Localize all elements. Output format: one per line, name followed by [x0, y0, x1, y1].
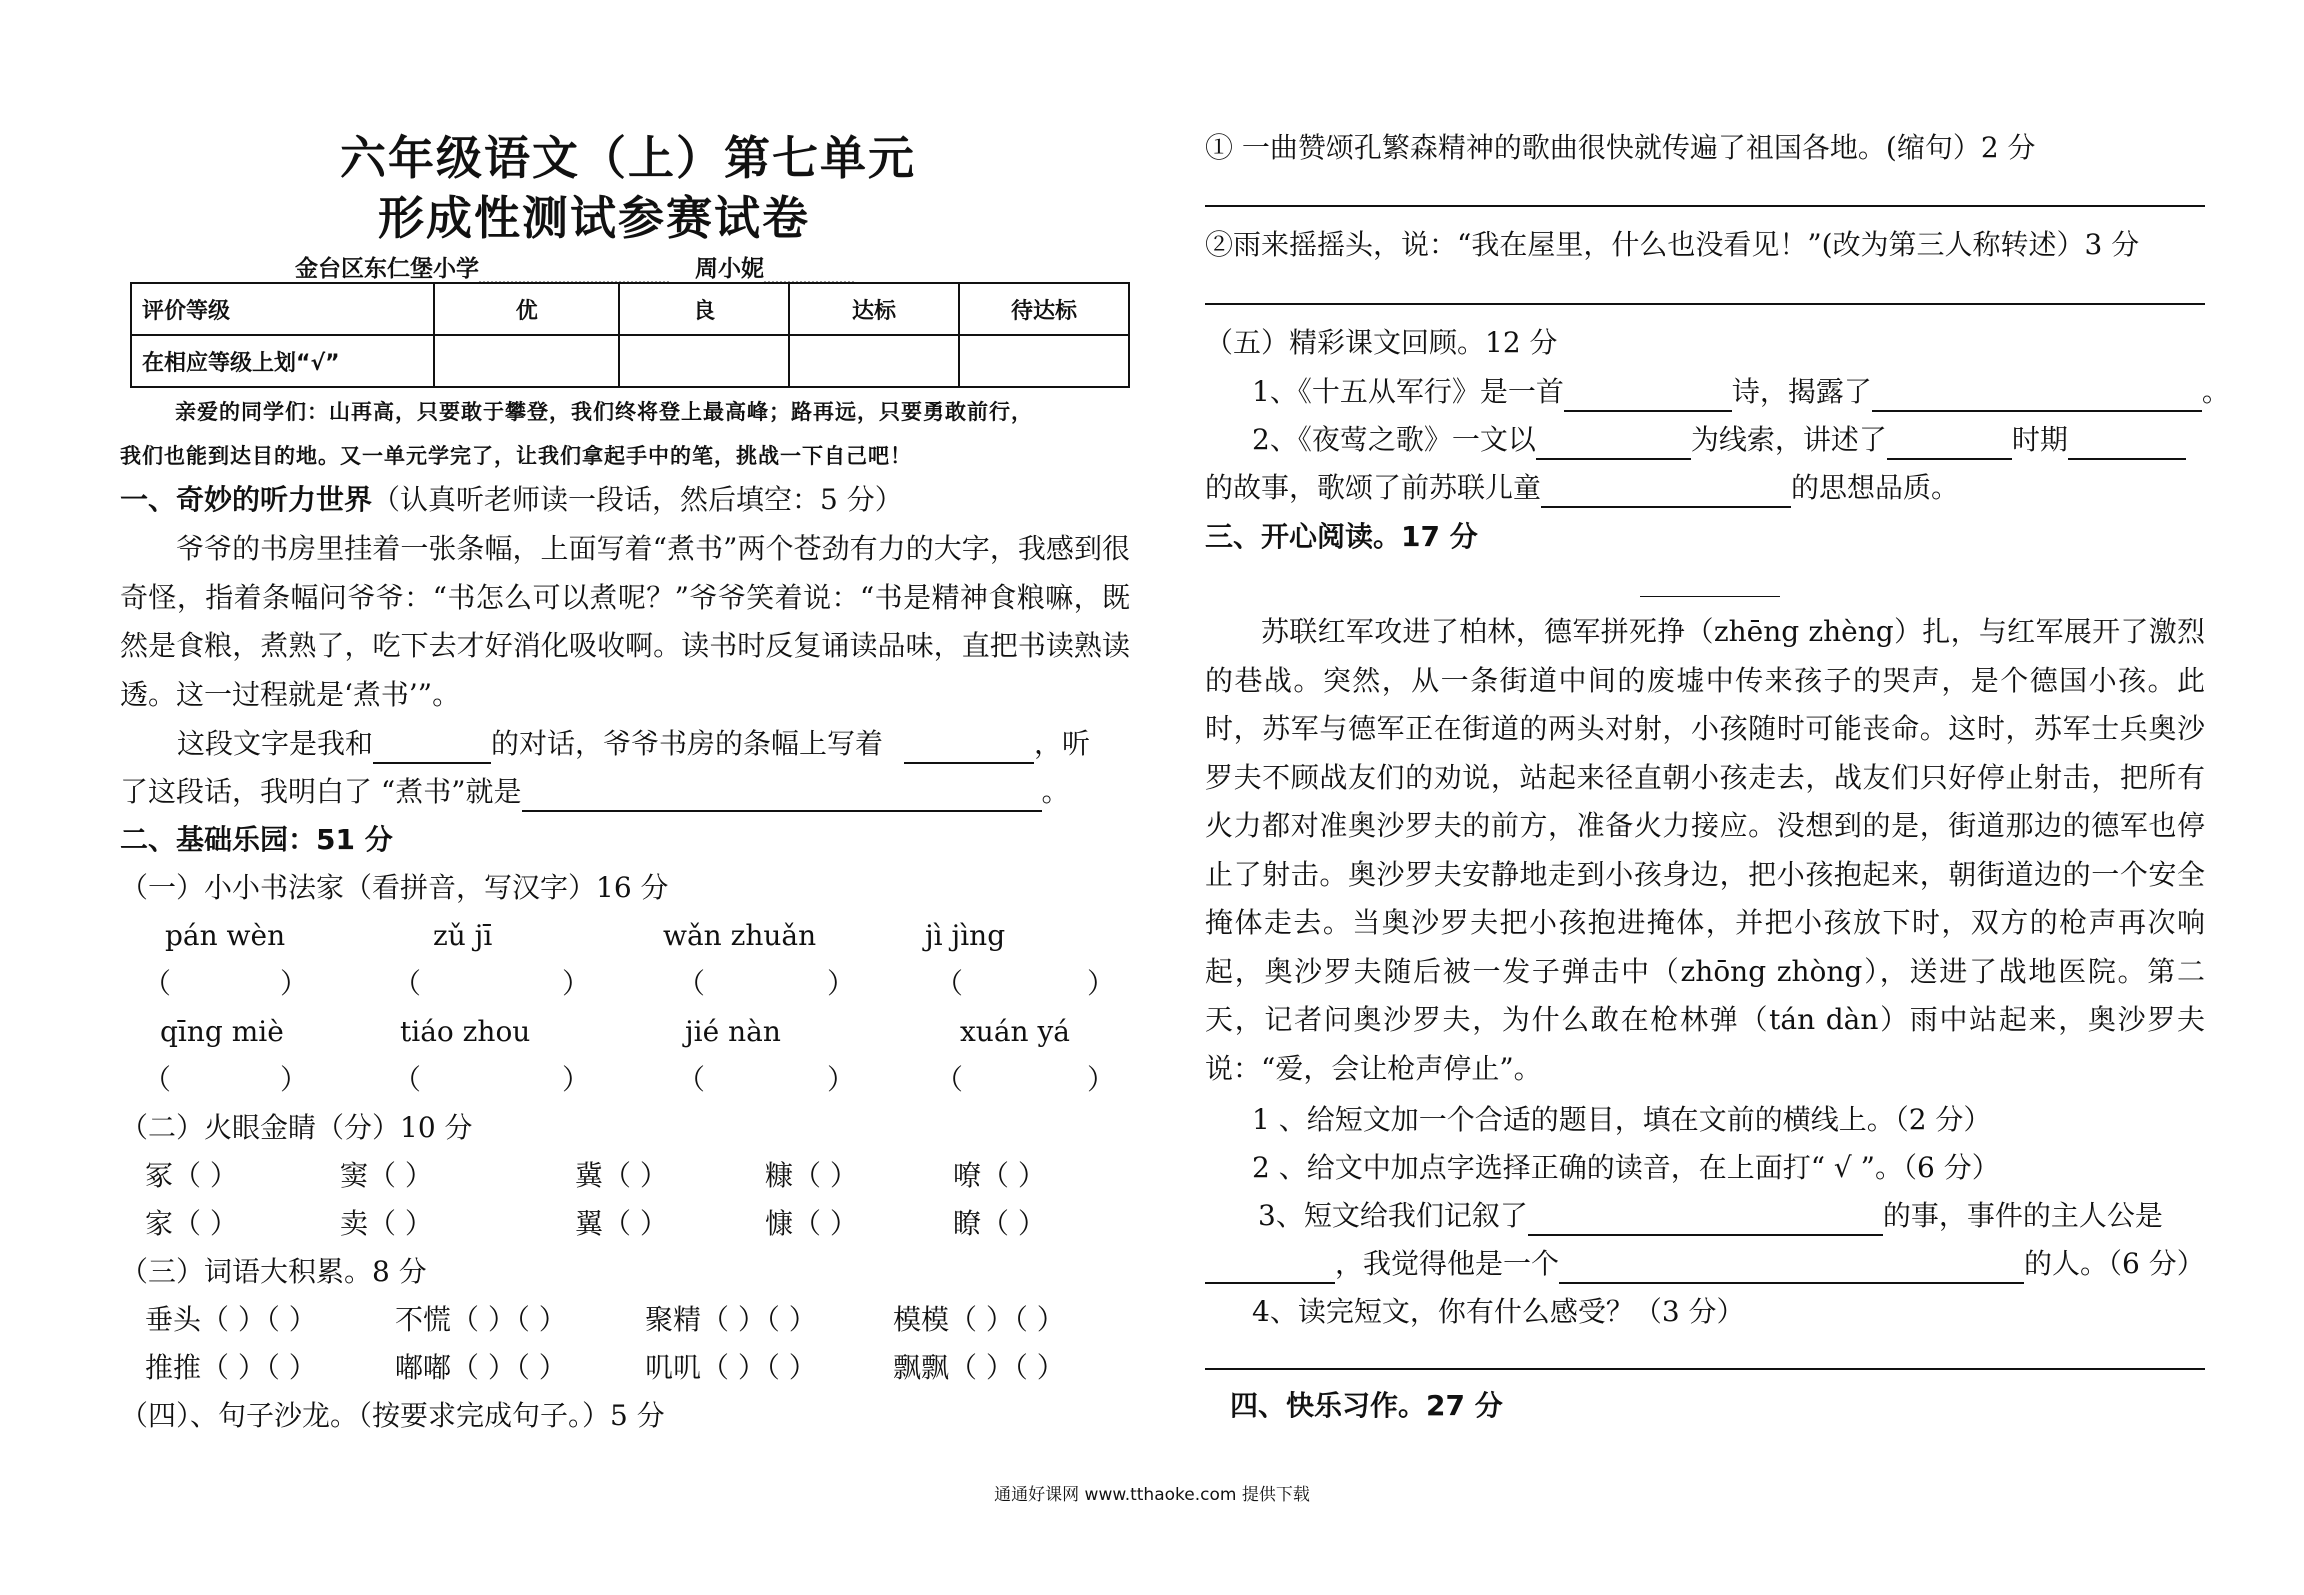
- blank-character[interactable]: [1559, 1252, 2024, 1284]
- section-2-1-title: （一）小小书法家（看拼音，写汉字）16 分: [120, 871, 669, 904]
- blank-speaker[interactable]: [373, 732, 491, 764]
- section-2-title: 二、基础乐园：51 分: [120, 823, 393, 856]
- review-question-2: 2、《夜莺之歌》一文以 为线索，讲述了 时期: [1252, 420, 2186, 460]
- reading-question-4: 4、读完短文，你有什么感受？（3 分）: [1252, 1295, 1745, 1328]
- reading-question-3: 3、短文给我们记叙了 的事，事件的主人公是: [1258, 1196, 2163, 1236]
- grade-row-label: 在相应等级上划“√”: [131, 335, 434, 387]
- reading-question-3-cont: ，我觉得他是一个 的人。（6 分）: [1205, 1244, 2205, 1284]
- grade-table: [130, 282, 1130, 388]
- answer-line-2[interactable]: [1205, 303, 2205, 305]
- question-reported-speech: ②雨来摇摇头，说：“我在屋里，什么也没看见！”(改为第三人称转述）3 分: [1205, 228, 2140, 261]
- section-2-4-title: （四）、句子沙龙。（按要求完成句子。）5 分: [120, 1399, 665, 1432]
- motto: [120, 390, 1245, 478]
- section-2-3-title: （三）词语大积累。8 分: [120, 1255, 427, 1288]
- blank-period[interactable]: [1887, 428, 2012, 460]
- grade-header-label: 评价等级: [131, 283, 434, 335]
- review-question-2-cont: 的故事，歌颂了前苏联儿童 的思想品质。: [1205, 468, 1959, 508]
- title-line-1: 六年级语文（上）第七单元: [340, 131, 916, 185]
- grade-cell[interactable]: [434, 335, 619, 387]
- blank-banner[interactable]: [904, 732, 1034, 764]
- footer-credit: 通通好课网 www.tthaoke.com 提供下载: [994, 1485, 1310, 1505]
- review-question-1: 1、《十五从军行》是一首 诗，揭露了 。: [1252, 372, 2230, 412]
- blank-quality[interactable]: [1541, 476, 1791, 508]
- grade-cell[interactable]: [789, 335, 959, 387]
- section-1-title: 一、奇妙的听力世界: [120, 483, 373, 516]
- answer-line-1[interactable]: [1205, 205, 2205, 207]
- school-name: 金台区东仁堡小学: [295, 256, 479, 282]
- blank-event[interactable]: [1528, 1204, 1883, 1236]
- section-2-2-title: （二）火眼金睛（分）10 分: [120, 1111, 473, 1144]
- question-condense: ① 一曲赞颂孔繁森精神的歌曲很快就传遍了祖国各地。(缩句）2 分: [1205, 131, 2036, 164]
- grade-cell[interactable]: [959, 335, 1129, 387]
- reading-passage: 苏联红军攻进了柏林，德军拼死挣（zhēng zhèng）扎，与红军展开了激烈的巷战。突然，从一条街道中间的废墟中传来孩子的哭声，是个德国小孩。此时，苏军与德军正在街道的两头对射，小孩随时可能丧命。这时，苏军士兵奥沙罗夫不顾战友们的劝说，站起来径直朝小孩走去，战友们只好停止射击，把所有火力都对准奥沙罗夫的前方，准备火力接应。没想到的是，街道那边的德军也停止了射击。奥沙罗夫安静地走到小孩身边，把小孩抱起来，朝街道边的一个安全掩体走去。当奥沙罗夫把小孩抱进掩体，并把小孩放下时，双方的枪声再次响起，奥沙罗夫随后被一发子弹击中（zhōng zhòng），送进了战地医院。第二天，记者问奥沙罗夫，为什么敢在枪林弹（tán dàn）雨中站起来，奥沙罗夫说：“爱，会让枪声停止”。: [1205, 615, 2205, 1085]
- blank-poem-type[interactable]: [1564, 380, 1732, 412]
- blank-protagonist[interactable]: [1205, 1252, 1335, 1284]
- section-5-title: （五）精彩课文回顾。12 分: [1205, 326, 1558, 359]
- section-1-heading: [120, 480, 903, 520]
- reading-question-2: 2 、给文中加点字选择正确的读音，在上面打“ √ ”。（6 分）: [1252, 1151, 2000, 1184]
- reading-title-blank[interactable]: [1640, 596, 1780, 597]
- blank-meaning[interactable]: [522, 780, 1042, 812]
- section-3-title: 三、开心阅读。17 分: [1205, 520, 1478, 553]
- section-1-question-line2: 了这段话，我明白了 “煮书”就是 。: [120, 772, 1070, 812]
- section-1-question-line1: 这段文字是我和 的对话，爷爷书房的条幅上写着 ，听: [177, 724, 1090, 764]
- school-line: [295, 250, 854, 283]
- grade-needs-work: 待达标: [959, 283, 1129, 335]
- blank-period-2[interactable]: [2068, 428, 2186, 460]
- grade-excellent: 优: [434, 283, 619, 335]
- blank-clue[interactable]: [1536, 428, 1691, 460]
- author-name: 周小妮: [695, 256, 765, 282]
- reading-question-1: 1 、给短文加一个合适的题目，填在文前的横线上。（2 分）: [1252, 1103, 1992, 1136]
- section-1-note: （认真听老师读一段话，然后填空：5 分）: [372, 483, 903, 516]
- section-4-title: 四、快乐习作。27 分: [1230, 1389, 1503, 1422]
- motto-line-2: 我们也能到达目的地。又一单元学完了，让我们拿起手中的笔，挑战一下自己吧！: [120, 444, 912, 468]
- grade-good: 良: [619, 283, 789, 335]
- grade-pass: 达标: [789, 283, 959, 335]
- motto-line-1: 亲爱的同学们：山再高，只要敢于攀登，我们终将登上最高峰；路再远，只要勇敢前行，: [175, 400, 1033, 424]
- section-1-passage: 爷爷的书房里挂着一张条幅，上面写着“煮书”两个苍劲有力的大字，我感到很奇怪，指着条幅问爷爷：“书怎么可以煮呢？”爷爷笑着说：“书是精神食粮嘛，既然是食粮，煮熟了，吃下去才好消化吸收啊。读书时反复诵读品味，直把书读熟读透。这一过程就是‘煮书’”。: [120, 532, 1130, 711]
- blank-poem-reveals[interactable]: [1872, 380, 2202, 412]
- title-line-2: 形成性测试参赛试卷: [378, 191, 810, 245]
- answer-line-3[interactable]: [1205, 1368, 2205, 1370]
- grade-cell[interactable]: [619, 335, 789, 387]
